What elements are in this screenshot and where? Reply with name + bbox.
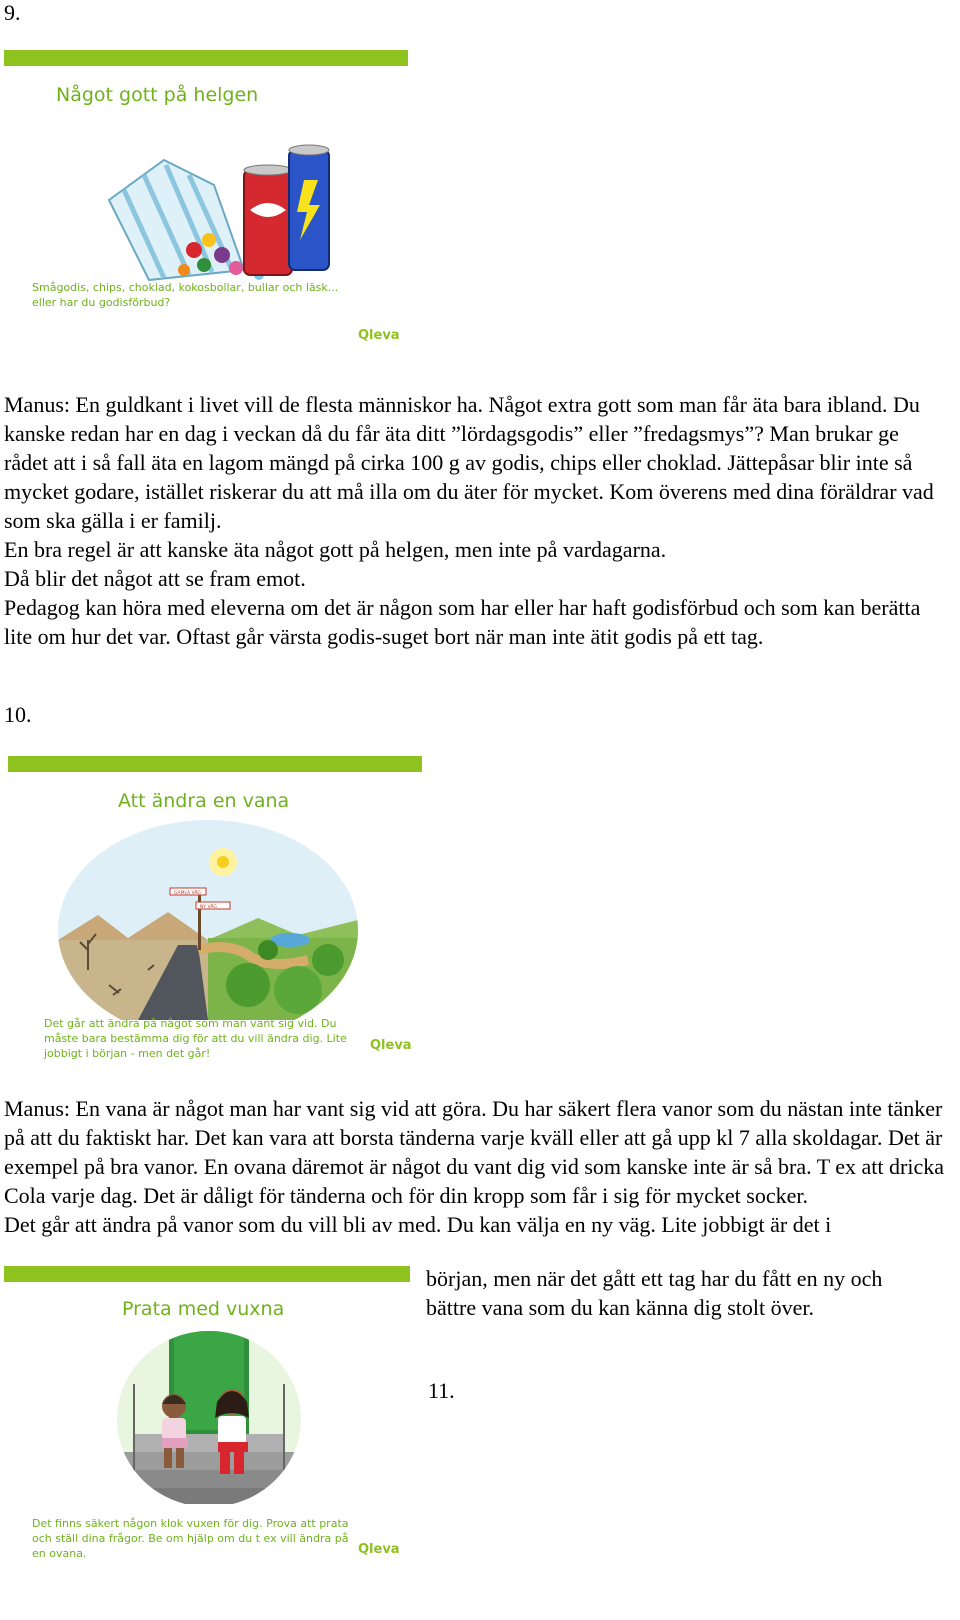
slide-number-9: 9. [4, 0, 21, 25]
sign-label-new: NY VÄG [200, 905, 217, 910]
crossroads-landscape-icon [58, 820, 358, 1020]
manus-paragraph: Det går att ändra på vanor som du vill bli av med. Du kan välja en ny väg. Lite jobbigt är det i [4, 1212, 832, 1237]
slide-title: Något gott på helgen [56, 84, 259, 106]
slide-caption: Smågodis, chips, choklad, kokosbollar, bullar och läsk... eller har du godisförbud? [32, 281, 339, 309]
slide-caption: Det finns säkert någon klok vuxen för dig. Prova att prata och ställ dina frågor. Be om hjälp om du t ex vill ändra på en ovana. [32, 1517, 349, 1560]
slide-number-11: 11. [428, 1378, 455, 1403]
qleva-logo: Qleva [370, 1038, 412, 1053]
manus-paragraph: Då blir det något att se fram emot. [4, 566, 306, 591]
slide-header-bar [4, 1266, 410, 1282]
slide-header-bar [8, 756, 422, 772]
slide-10 [8, 756, 424, 1066]
qleva-logo: Qleva [358, 328, 400, 343]
manus-paragraph: Pedagog kan höra med eleverna om det är någon som har eller har haft godisförbud och som kan berätta lite om hur det var. Oftast går värsta godis-suget bort när man inte ätit godis på ett tag. [4, 595, 921, 649]
slide-9 [4, 50, 410, 350]
slide-number-10: 10. [4, 702, 32, 727]
slide-title: Prata med vuxna [122, 1298, 285, 1320]
slide-11 [4, 1266, 412, 1566]
child-and-adult-icon [114, 1324, 304, 1504]
manus-slide-10 [4, 1094, 944, 1239]
slide-caption: Det går att ändra på något som man vant sig vid. Du måste bara bestämma dig för att du vill ändra dig. Lite jobbigt i början - men det går! [44, 1017, 347, 1060]
slide-header-bar [4, 50, 408, 66]
manus-paragraph: Manus: En vana är något man har vant sig vid att göra. Du har säkert flera vanor som du nästan inte tänker på att du faktiskt har. Det kan vara att borsta tänderna varje kväll eller att gå upp kl 7 alla skoldagar. Det är exempel på bra vanor. En ovana däremot är något du vant dig vid som kanske inte är så bra. T ex att dricka Cola varje dag. Det är dåligt för tänderna och för din kropp som får i sig för mycket socker. [4, 1096, 944, 1208]
sign-label-old: GAMLA VÄG [174, 891, 201, 896]
manus-paragraph: Manus: En guldkant i livet vill de flesta människor ha. Något extra gott som man får äta bara ibland. Du kanske redan har en dag i veckan då du får äta ditt ”lördagsgodis” eller ”fredagsmys”? Man brukar ge rådet att i så fall äta en lagom mängd på cirka 100 g av godis, chips eller choklad. Jättepåsar blir inte så mycket godare, istället riskerar du att må illa om du äter för mycket. Kom överens med dina föräldrar vad som ska gälla i er familj. [4, 392, 934, 533]
qleva-logo: Qleva [358, 1542, 400, 1557]
manus-slide-9 [4, 390, 944, 651]
manus-paragraph: En bra regel är att kanske äta något gott på helgen, men inte på vardagarna. [4, 537, 667, 562]
manus-slide-10-wrap: början, men när det gått ett tag har du fått en ny och bättre vana som du kan känna dig stolt över. [426, 1266, 883, 1320]
slide-title: Att ändra en vana [118, 790, 290, 812]
candy-bag-icon [104, 130, 334, 290]
